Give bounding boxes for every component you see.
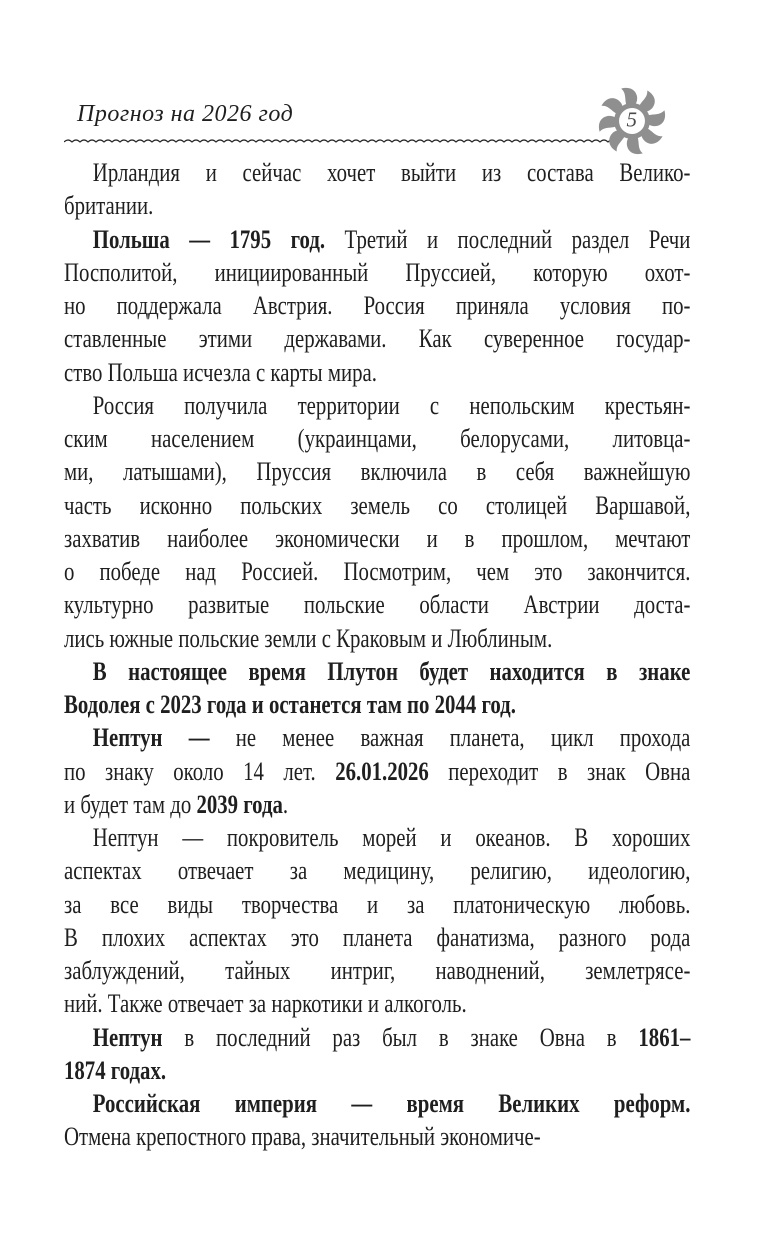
text-line (64, 356, 690, 389)
text-segment: но поддержала Австрия. Россия приняла условия по- (64, 291, 691, 320)
text-segment: ми, латышами), Пруссия включила в себя важнейшую (64, 457, 691, 487)
text-segment: Нептун — покровитель морей и океанов. В хороших (92, 823, 691, 852)
text-line (64, 522, 690, 555)
body-paragraph (64, 655, 690, 722)
text-segment: культурно развитые польские области Австрии доста- (64, 590, 691, 620)
text-segment: . (282, 789, 289, 819)
text-segment: не менее важная планета, цикл прохода (209, 723, 691, 753)
text-line (64, 1021, 690, 1054)
text-line (64, 422, 690, 455)
text-segment: Посполитой, инициированный Пруссией, которую охот- (64, 257, 691, 287)
page-number: 5 (626, 107, 638, 132)
body-paragraph (64, 389, 690, 655)
text-line (64, 755, 690, 788)
text-line (64, 389, 690, 422)
text-line (64, 622, 690, 655)
text-segment: заблуждений, тайных интриг, наводнений, землетрясе- (64, 956, 691, 985)
text-segment-bold: В настоящее время Плутон будет находится в знаке (92, 656, 691, 686)
text-segment: в последний раз был в знаке Овна в (162, 1022, 639, 1052)
text-line (64, 921, 690, 954)
text-line (64, 788, 690, 821)
text-segment: ским населением (украинцами, белорусами, литовца- (64, 424, 691, 453)
text-line (64, 987, 690, 1020)
text-segment: британии. (64, 191, 154, 221)
body-paragraph (64, 1087, 690, 1154)
text-line (64, 455, 690, 488)
text-line (64, 489, 690, 522)
text-segment: ство Польша исчезла с карты мира. (64, 357, 377, 387)
page-body (64, 156, 690, 1154)
text-segment: о победе над Россией. Посмотрим, чем это закончится. (64, 557, 691, 586)
text-line (64, 655, 690, 688)
body-paragraph (64, 1021, 690, 1088)
text-segment: Третий и последний раздел Речи (325, 224, 691, 254)
text-segment: ний. Также отвечает за наркотики и алкоголь. (64, 989, 467, 1019)
sun-ornament (596, 85, 668, 157)
wavy-divider (64, 137, 616, 145)
running-head-title: Прогноз на 2026 год (77, 101, 294, 127)
text-line (64, 1120, 690, 1153)
text-segment: В плохих аспектах это планета фанатизма, разного рода (64, 922, 691, 952)
text-segment-bold: 1861– (638, 1022, 691, 1052)
text-segment: по знаку около 14 лет. (64, 756, 336, 786)
text-line (64, 1087, 690, 1120)
text-segment-bold: Водолея с 2023 года и останется там по 2044 год. (64, 690, 516, 719)
text-segment-bold: 1874 годах. (64, 1055, 167, 1085)
text-segment-bold: Российская империя — время Великих реформ. (92, 1089, 691, 1118)
text-line (64, 588, 690, 621)
text-line (64, 888, 690, 921)
text-line (64, 322, 690, 355)
text-segment: часть исконно польских земель со столицей Варшавой, (64, 490, 691, 520)
text-segment: переходит в знак Овна (428, 756, 691, 786)
body-paragraph (64, 156, 690, 223)
text-segment: захватив наиболее экономически и в прошлом, мечтают (64, 523, 691, 553)
text-line (64, 256, 690, 289)
text-line (64, 854, 690, 887)
text-segment: Ирландия и сейчас хочет выйти из состава Велико- (92, 158, 691, 187)
text-line (64, 954, 690, 987)
text-segment-bold: Польша — 1795 год. (92, 224, 326, 254)
body-paragraph (64, 223, 690, 389)
text-line (64, 555, 690, 588)
text-line (64, 223, 690, 256)
text-segment-bold: Нептун — (92, 723, 210, 753)
text-line (64, 189, 690, 222)
text-segment: ставленные этими державами. Как суверенное государ- (64, 324, 691, 354)
text-line (64, 156, 690, 189)
text-line (64, 1054, 690, 1087)
body-paragraph (64, 721, 690, 821)
text-segment: Россия получила территории с непольским крестьян- (92, 390, 691, 420)
body-paragraph (64, 821, 690, 1021)
page-body-column (64, 156, 690, 1154)
text-segment: и будет там до (64, 789, 197, 819)
text-segment: аспектах отвечает за медицину, религию, идеологию, (64, 856, 691, 886)
text-line (64, 289, 690, 322)
text-line (64, 821, 690, 854)
text-segment-bold: 26.01.2026 (335, 756, 429, 786)
text-segment: Отмена крепостного права, значительный экономиче- (64, 1122, 541, 1152)
text-segment-bold: Нептун (92, 1022, 163, 1052)
text-segment: за все виды творчества и за платоническую любовь. (64, 889, 691, 919)
text-line (64, 721, 690, 754)
text-segment: лись южные польские земли с Краковым и Люблиным. (64, 623, 553, 653)
text-line (64, 688, 690, 721)
text-segment-bold: 2039 года (196, 789, 283, 819)
